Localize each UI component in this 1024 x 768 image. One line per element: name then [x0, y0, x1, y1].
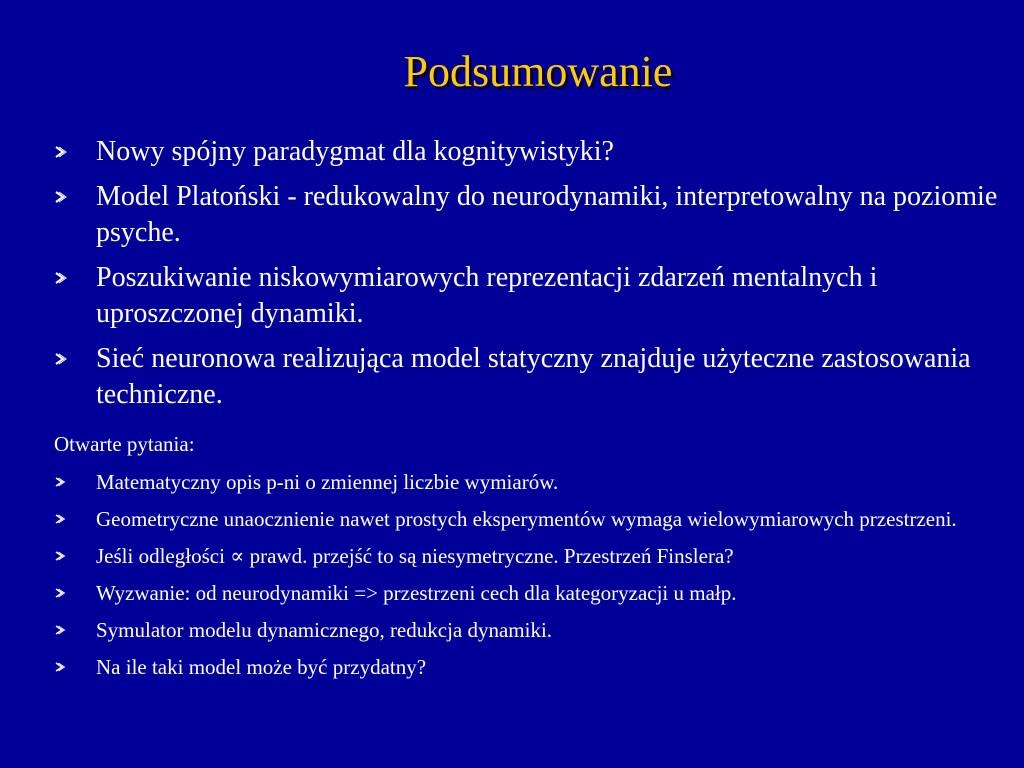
sub-bullet-item [54, 542, 1004, 571]
open-questions-label: Otwarte pytania: [54, 432, 195, 456]
main-bullet-item [54, 260, 1004, 332]
main-bullet-item [54, 341, 1004, 413]
sub-bullet-item [54, 468, 1004, 497]
main-bullet-item [54, 179, 1004, 251]
main-bullet-item [54, 134, 1004, 170]
main-bullet-text: Nowy spójny paradygmat dla kognitywistyki? [96, 136, 614, 167]
main-bullet-text: Model Platoński - redukowalny do neurodynamiki, interpretowalny na poziomie psyche. [96, 181, 998, 248]
main-bullet-list [54, 134, 1004, 422]
sub-bullet-item [54, 616, 1004, 645]
arrowhead-bullet-icon [54, 621, 68, 639]
arrowhead-bullet-icon [54, 267, 68, 289]
slide-title: Podsumowanie [403, 47, 673, 96]
sub-bullet-item [54, 579, 1004, 608]
arrowhead-bullet-icon [54, 186, 68, 208]
sub-bullet-text: Symulator modelu dynamicznego, redukcja dynamiki. [96, 618, 553, 642]
arrowhead-bullet-icon [54, 584, 68, 602]
arrowhead-bullet-icon [54, 348, 68, 370]
sub-bullet-text: Jeśli odległości ∝ prawd. przejść to są niesymetryczne. Przestrzeń Finslera? [96, 544, 734, 568]
sub-bullet-text: Na ile taki model może być przydatny? [96, 655, 427, 679]
arrowhead-bullet-icon [54, 547, 68, 565]
arrowhead-bullet-icon [54, 473, 68, 491]
open-questions-list [54, 468, 1004, 690]
sub-bullet-item [54, 505, 1004, 534]
main-bullet-text: Sieć neuronowa realizująca model statyczny znajduje użyteczne zastosowania techniczne. [96, 343, 971, 410]
main-bullet-text: Poszukiwanie niskowymiarowych reprezentacji zdarzeń mentalnych i uproszczonej dynamiki. [96, 262, 878, 329]
sub-bullet-text: Geometryczne unaocznienie nawet prostych eksperymentów wymaga wielowymiarowych przestrzeni. [96, 507, 957, 531]
sub-bullet-item [54, 653, 1004, 682]
arrowhead-bullet-icon [54, 658, 68, 676]
sub-bullet-text: Matematyczny opis p-ni o zmiennej liczbie wymiarów. [96, 470, 559, 494]
arrowhead-bullet-icon [54, 141, 68, 163]
arrowhead-bullet-icon [54, 510, 68, 528]
sub-bullet-text: Wyzwanie: od neurodynamiki => przestrzeni cech dla kategoryzacji u małp. [96, 581, 737, 605]
